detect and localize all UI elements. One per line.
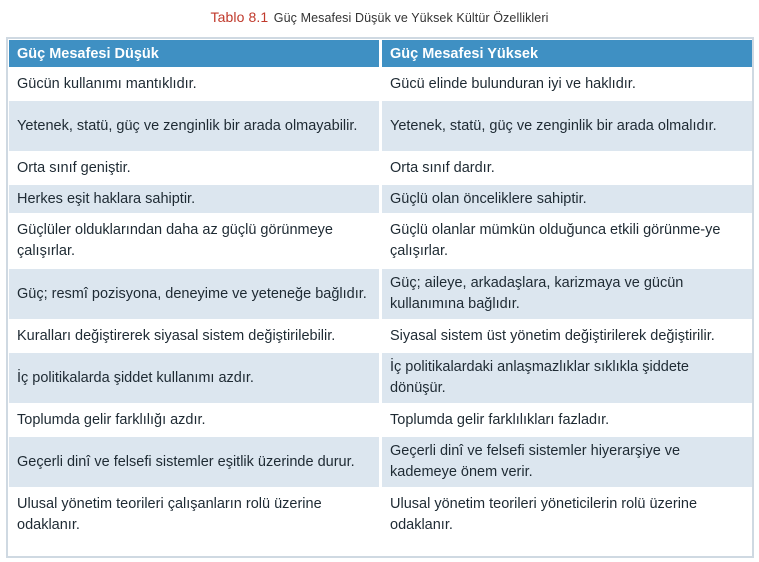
header-high-power-distance: Güç Mesafesi Yüksek [382,40,754,67]
header-low-power-distance: Güç Mesafesi Düşük [9,40,379,67]
high-cell: Toplumda gelir farklılıkları fazladır. [382,406,754,434]
low-cell: Kuralları değiştirerek siyasal sistem değiştirilebilir. [9,322,379,350]
low-cell: Ulusal yönetim teorileri çalışanların rolü üzerine odaklanır. [9,490,379,540]
table-row [9,269,754,319]
table-row [9,322,754,350]
low-cell: Orta sınıf geniştir. [9,154,379,182]
comparison-table-container [6,37,754,543]
low-cell: Yetenek, statü, güç ve zenginlik bir arada olmayabilir. [9,101,379,151]
low-cell: Güçlüler olduklarından daha az güçlü görünmeye çalışırlar. [9,216,379,266]
table-row [9,353,754,403]
table-row [9,490,754,540]
table-row [9,216,754,266]
high-cell: Siyasal sistem üst yönetim değiştirilerek değiştirilir. [382,322,754,350]
table-row [9,437,754,487]
high-cell: Orta sınıf dardır. [382,154,754,182]
low-cell: Geçerli dinî ve felsefi sistemler eşitlik üzerinde durur. [9,437,379,487]
high-cell: Güçlü olanlar mümkün olduğunca etkili görünme-ye çalışırlar. [382,216,754,266]
low-cell: Herkes eşit haklara sahiptir. [9,185,379,213]
high-cell: Ulusal yönetim teorileri yöneticilerin rolü üzerine odaklanır. [382,490,754,540]
table-number: Tablo 8.1 [210,9,269,25]
table-caption [0,9,759,25]
high-cell: İç politikalardaki anlaşmazlıklar sıklıkla şiddete dönüşür. [382,353,754,403]
high-cell: Güçlü olan önceliklere sahiptir. [382,185,754,213]
low-cell: Gücün kullanımı mantıklıdır. [9,70,379,98]
high-cell: Geçerli dinî ve felsefi sistemler hiyerarşiye ve kademeye önem verir. [382,437,754,487]
power-distance-table [6,37,757,543]
low-cell: Güç; resmî pozisyona, deneyime ve yeteneğe bağlıdır. [9,269,379,319]
table-row [9,101,754,151]
low-cell: İç politikalarda şiddet kullanımı azdır. [9,353,379,403]
table-row [9,185,754,213]
table-row [9,70,754,98]
high-cell: Güç; aileye, arkadaşlara, karizmaya ve gücün kullanımına bağlıdır. [382,269,754,319]
table-title: Güç Mesafesi Düşük ve Yüksek Kültür Özellikleri [273,11,549,25]
table-row [9,154,754,182]
low-cell: Toplumda gelir farklılığı azdır. [9,406,379,434]
high-cell: Yetenek, statü, güç ve zenginlik bir arada olmalıdır. [382,101,754,151]
high-cell: Gücü elinde bulunduran iyi ve haklıdır. [382,70,754,98]
table-header-row [9,40,754,67]
table-row [9,406,754,434]
